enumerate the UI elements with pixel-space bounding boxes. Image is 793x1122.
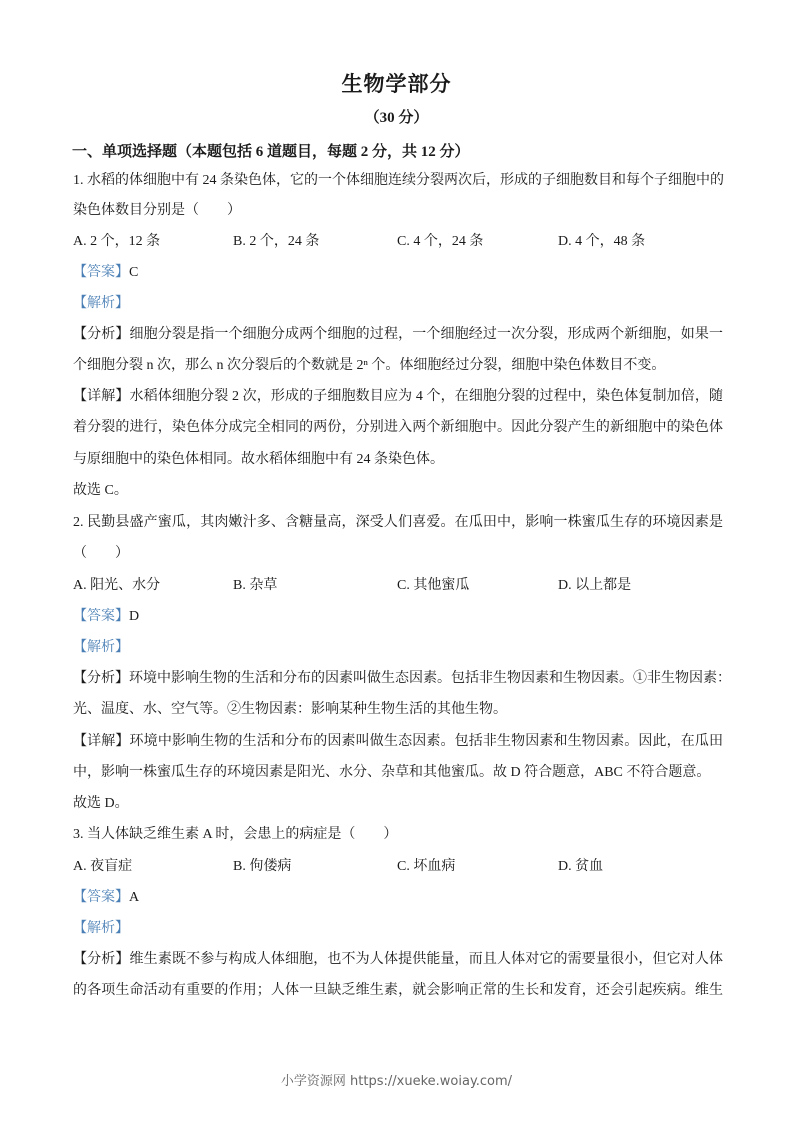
q3-option-a: A. 夜盲症	[73, 859, 133, 874]
q1-detail-line-3: 与原细胞中的染色体相同。故水稻体细胞中有 24 条染色体。	[73, 452, 444, 467]
q3-option-b: B. 佝偻病	[233, 859, 292, 874]
q2-answer-value: D	[129, 609, 140, 624]
q2-answer	[73, 607, 723, 627]
answer-label: 【答案】	[73, 890, 129, 905]
q3-option-c: C. 坏血病	[397, 859, 456, 874]
page-title: 生物学部分	[341, 72, 452, 96]
q2-option-b: B. 杂草	[233, 578, 278, 593]
q1-conclusion: 故选 C。	[73, 483, 128, 498]
q1-breakdown-line-1: 【分析】细胞分裂是指一个细胞分成两个细胞的过程，一个细胞经过一次分裂，形成两个新细胞，如果一	[73, 327, 724, 342]
q3-answer	[73, 888, 723, 908]
footer-watermark: 小学资源网 https://xueke.woiay.com/	[280, 1074, 513, 1089]
q2-breakdown-line-1: 【分析】环境中影响生物的生活和分布的因素叫做生态因素。包括非生物因素和生物因素。①非生物因素：	[73, 671, 731, 686]
q1-answer	[73, 263, 723, 283]
q2-detail-line-1: 【详解】环境中影响生物的生活和分布的因素叫做生态因素。包括非生物因素和生物因素。因此，在瓜田	[73, 734, 724, 749]
q2-option-c: C. 其他蜜瓜	[397, 578, 470, 593]
q1-breakdown-line-2: 个细胞分裂 n 次，那么 n 次分裂后的个数就是 2ⁿ 个。体细胞经过分裂，细胞中染色体数目不变。	[73, 358, 666, 373]
q3-answer-value: A	[129, 890, 140, 905]
q1-detail-line-2: 着分裂的进行，染色体分成完全相同的两份，分别进入两个新细胞中。因此分裂产生的新细胞中的染色体	[73, 420, 723, 435]
q1-answer-value: C	[129, 265, 139, 280]
section-heading: 一、单项选择题（本题包括 6 道题目，每题 2 分，共 12 分）	[72, 144, 470, 160]
q1-stem-line-1: 1. 水稻的体细胞中有 24 条染色体，它的一个体细胞连续分裂两次后，形成的子细胞数目和每个子细胞中的	[73, 173, 724, 188]
q2-conclusion: 故选 D。	[73, 796, 129, 811]
q1-analysis-label: 【解析】	[73, 296, 129, 311]
page-subtitle-score: （30 分）	[364, 110, 429, 126]
q1-option-b: B. 2 个，24 条	[233, 234, 320, 249]
answer-label: 【答案】	[73, 265, 129, 280]
q3-option-d: D. 贫血	[558, 859, 604, 874]
q3-breakdown-line-1: 【分析】维生素既不参与构成人体细胞，也不为人体提供能量，而且人体对它的需要量很小，但它对人体	[73, 952, 724, 967]
q1-stem-line-2: 染色体数目分别是（ ）	[73, 203, 241, 218]
q2-stem-line-1: 2. 民勤县盛产蜜瓜，其肉嫩汁多、含糖量高，深受人们喜爱。在瓜田中，影响一株蜜瓜生存的环境因素是	[73, 515, 723, 530]
q1-option-c: C. 4 个，24 条	[397, 234, 484, 249]
q3-stem-line-1: 3. 当人体缺乏维生素 A 时，会患上的病症是（ ）	[73, 827, 398, 842]
q2-breakdown-line-2: 光、温度、水、空气等。②生物因素：影响某种生物生活的其他生物。	[73, 702, 507, 717]
q1-detail-line-1: 【详解】水稻体细胞分裂 2 次，形成的子细胞数目应为 4 个，在细胞分裂的过程中，染色体复制加倍，随	[73, 389, 724, 404]
q1-option-a: A. 2 个，12 条	[73, 234, 161, 249]
q2-detail-line-2: 中，影响一株蜜瓜生存的环境因素是阳光、水分、杂草和其他蜜瓜。故 D 符合题意，ABC 不符合题意。	[73, 765, 711, 780]
q1-option-d: D. 4 个，48 条	[558, 234, 646, 249]
q2-analysis-label: 【解析】	[73, 640, 129, 655]
q3-breakdown-line-2: 的各项生命活动有重要的作用；人体一旦缺乏维生素，就会影响正常的生长和发育，还会引起疾病。维生	[73, 983, 723, 998]
q3-analysis-label: 【解析】	[73, 921, 129, 936]
answer-label: 【答案】	[73, 609, 129, 624]
q2-stem-line-2: （ ）	[73, 546, 129, 561]
q2-option-a: A. 阳光、水分	[73, 578, 161, 593]
q2-option-d: D. 以上都是	[558, 578, 632, 593]
